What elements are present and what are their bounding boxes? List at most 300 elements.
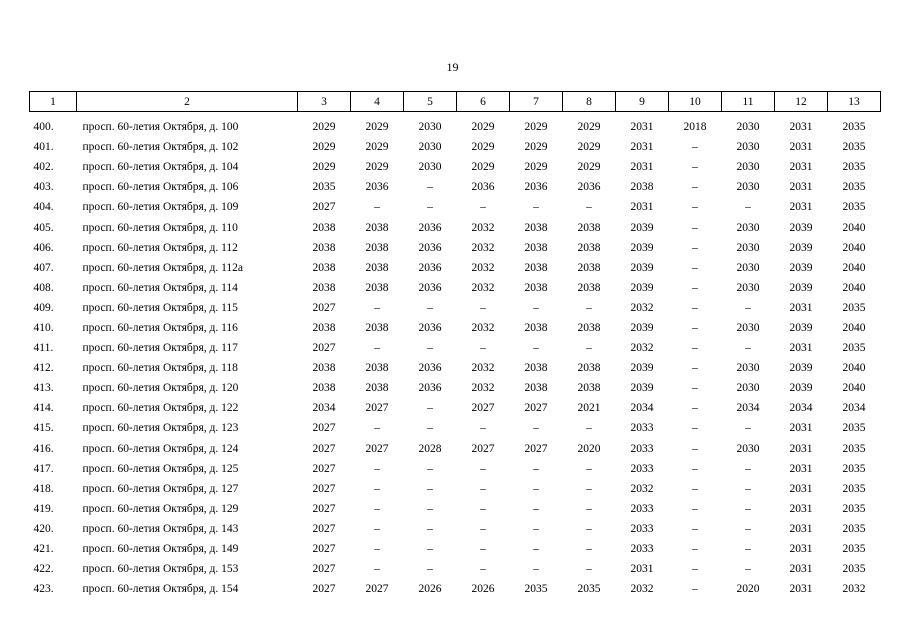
year-cell: 2029 [312,121,336,134]
address-cell: просп. 60-летия Октября, д. 117 [82,342,238,355]
table-row [30,499,881,519]
year-cell: – [427,201,433,214]
year-cell: 2038 [312,382,336,395]
year-cell: 2038 [524,221,548,234]
year-cell: 2039 [630,281,654,294]
year-cell: 2035 [842,301,866,314]
year-cell: 2033 [630,442,654,455]
year-cell: – [586,502,592,515]
row-number: 400. [33,121,54,134]
year-cell: – [374,563,380,576]
year-cell: 2030 [736,261,760,274]
year-cell: – [586,522,592,535]
year-cell: – [480,482,486,495]
year-cell: – [480,563,486,576]
year-cell: – [427,342,433,355]
column-header-9: 9 [616,92,669,112]
year-cell: 2035 [842,121,866,134]
year-cell: – [692,382,698,395]
year-cell: – [374,342,380,355]
address-cell: просп. 60-летия Октября, д. 109 [82,201,239,214]
address-cell: просп. 60-летия Октября, д. 143 [82,522,239,535]
year-cell: 2039 [789,321,813,334]
year-cell: – [745,422,751,435]
page-number: 19 [446,60,459,74]
year-cell: – [745,482,751,495]
year-cell: 2040 [842,281,866,294]
table-header [30,92,881,112]
table-row [30,137,881,157]
column-header-3: 3 [298,92,351,112]
year-cell: 2031 [789,563,813,576]
year-cell: – [480,502,486,515]
year-cell: 2032 [471,221,495,234]
table-row [30,258,881,278]
year-cell: 2027 [312,422,336,435]
year-cell: 2031 [789,201,813,214]
year-cell: 2031 [630,201,654,214]
year-cell: 2031 [789,301,813,314]
year-cell: – [533,563,539,576]
year-cell: 2034 [736,402,760,415]
year-cell: 2031 [630,161,654,174]
year-cell: 2035 [842,502,866,515]
year-cell: 2030 [736,181,760,194]
year-cell: 2039 [789,382,813,395]
column-header-7: 7 [510,92,563,112]
year-cell: 2026 [418,583,442,596]
address-cell: просп. 60-летия Октября, д. 153 [82,563,239,576]
year-cell: – [692,502,698,515]
year-cell: 2031 [789,442,813,455]
table-row [30,519,881,539]
table-row [30,398,881,418]
column-header-11: 11 [722,92,775,112]
row-number: 407. [33,261,54,274]
year-cell: 2031 [789,502,813,515]
year-cell: 2038 [312,241,336,254]
year-cell: – [692,241,698,254]
row-number: 420. [33,522,54,535]
year-cell: 2027 [471,402,495,415]
row-number: 411. [33,342,54,355]
year-cell: 2038 [365,382,389,395]
year-cell: – [586,201,592,214]
year-cell: 2030 [736,442,760,455]
year-cell: 2038 [577,382,601,395]
year-cell: 2031 [789,161,813,174]
row-number: 406. [33,241,54,254]
year-cell: 2033 [630,522,654,535]
year-cell: 2038 [524,362,548,375]
year-cell: – [427,563,433,576]
year-cell: 2038 [524,281,548,294]
table-row [30,318,881,338]
year-cell: 2032 [471,261,495,274]
year-cell: 2039 [630,221,654,234]
year-cell: 2038 [577,362,601,375]
table-row [30,197,881,217]
year-cell: 2038 [524,241,548,254]
table-body [30,112,881,600]
table-row [30,112,881,138]
year-cell: – [586,422,592,435]
year-cell: 2031 [789,181,813,194]
year-cell: – [480,422,486,435]
year-cell: – [427,502,433,515]
row-number: 422. [33,563,54,576]
year-cell: 2027 [312,301,336,314]
column-header-13: 13 [828,92,881,112]
year-cell: 2027 [312,482,336,495]
address-cell: просп. 60-летия Октября, д. 123 [82,422,239,435]
year-cell: 2031 [630,563,654,576]
year-cell: 2036 [577,181,601,194]
address-cell: просп. 60-летия Октября, д. 106 [82,181,239,194]
year-cell: 2040 [842,241,866,254]
column-header-5: 5 [404,92,457,112]
year-cell: 2021 [577,402,601,415]
year-cell: 2029 [524,141,548,154]
year-cell: 2033 [630,422,654,435]
year-cell: 2035 [842,563,866,576]
year-cell: – [586,342,592,355]
table-row [30,177,881,197]
year-cell: 2031 [789,482,813,495]
year-cell: – [745,462,751,475]
year-cell: – [480,301,486,314]
year-cell: 2031 [789,522,813,535]
table-row [30,278,881,298]
year-cell: 2038 [312,261,336,274]
address-cell: просп. 60-летия Октября, д. 110 [82,221,238,234]
year-cell: 2032 [471,241,495,254]
year-cell: – [427,422,433,435]
year-cell: 2038 [312,221,336,234]
year-cell: 2028 [418,442,442,455]
year-cell: – [374,502,380,515]
row-number: 403. [33,181,54,194]
year-cell: 2036 [418,261,442,274]
year-cell: – [533,502,539,515]
year-cell: 2030 [736,281,760,294]
year-cell: 2036 [418,221,442,234]
address-cell: просп. 60-летия Октября, д. 122 [82,402,239,415]
year-cell: 2040 [842,261,866,274]
year-cell: 2030 [736,382,760,395]
year-cell: 2031 [789,342,813,355]
year-cell: 2030 [736,241,760,254]
year-cell: 2027 [312,442,336,455]
year-cell: – [533,422,539,435]
address-cell: просп. 60-летия Октября, д. 124 [82,442,239,455]
year-cell: – [586,543,592,556]
year-cell: – [692,201,698,214]
year-cell: 2039 [789,241,813,254]
column-header-4: 4 [351,92,404,112]
table-row [30,298,881,318]
year-cell: – [745,522,751,535]
year-cell: 2031 [789,121,813,134]
year-cell: 2038 [630,181,654,194]
year-cell: – [374,482,380,495]
year-cell: 2033 [630,543,654,556]
year-cell: – [692,442,698,455]
year-cell: – [374,422,380,435]
table-row [30,217,881,237]
column-header-8: 8 [563,92,616,112]
year-cell: 2032 [842,583,866,596]
year-cell: 2027 [524,402,548,415]
year-cell: 2039 [630,241,654,254]
year-cell: – [692,141,698,154]
row-number: 417. [33,462,54,475]
year-cell: 2038 [524,261,548,274]
year-cell: 2038 [577,321,601,334]
year-cell: 2039 [630,362,654,375]
table-row [30,459,881,479]
year-cell: 2030 [736,141,760,154]
year-cell: 2036 [418,382,442,395]
year-cell: 2027 [312,201,336,214]
year-cell: 2038 [577,281,601,294]
address-cell: просп. 60-летия Октября, д. 149 [82,543,239,556]
year-cell: 2032 [471,321,495,334]
year-cell: 2032 [630,482,654,495]
year-cell: – [586,301,592,314]
column-header-2: 2 [77,92,298,112]
year-cell: 2035 [842,201,866,214]
year-cell: 2036 [524,181,548,194]
year-cell: 2029 [471,141,495,154]
year-cell: 2030 [736,161,760,174]
year-cell: 2027 [312,502,336,515]
year-cell: 2034 [842,402,866,415]
year-cell: – [533,201,539,214]
year-cell: 2038 [365,321,389,334]
year-cell: – [533,301,539,314]
column-header-12: 12 [775,92,828,112]
year-cell: 2038 [312,362,336,375]
address-cell: просп. 60-летия Октября, д. 120 [82,382,239,395]
year-cell: – [692,221,698,234]
table-row [30,418,881,438]
year-cell: 2027 [365,402,389,415]
table-row [30,157,881,177]
year-cell: 2038 [312,321,336,334]
row-number: 419. [33,502,54,515]
row-number: 402. [33,161,54,174]
year-cell: 2038 [312,281,336,294]
header-row [30,92,881,112]
year-cell: 2020 [736,583,760,596]
year-cell: 2026 [471,583,495,596]
table-row [30,579,881,599]
year-cell: 2038 [365,362,389,375]
year-cell: 2032 [630,583,654,596]
year-cell: 2038 [365,241,389,254]
year-cell: – [480,201,486,214]
year-cell: – [745,563,751,576]
year-cell: – [692,281,698,294]
year-cell: 2032 [471,382,495,395]
year-cell: 2029 [312,161,336,174]
year-cell: 2035 [842,342,866,355]
address-cell: просп. 60-летия Октября, д. 100 [82,121,239,134]
year-cell: 2029 [471,161,495,174]
row-number: 413. [33,382,54,395]
year-cell: 2040 [842,221,866,234]
row-number: 415. [33,422,54,435]
year-cell: – [427,543,433,556]
year-cell: – [480,543,486,556]
year-cell: 2030 [736,321,760,334]
year-cell: 2027 [365,442,389,455]
year-cell: – [745,342,751,355]
year-cell: – [427,402,433,415]
year-cell: 2035 [842,422,866,435]
table-row [30,539,881,559]
year-cell: 2027 [312,563,336,576]
year-cell: 2030 [736,221,760,234]
year-cell: – [692,402,698,415]
year-cell: 2030 [736,362,760,375]
year-cell: – [480,462,486,475]
year-cell: 2033 [630,462,654,475]
row-number: 414. [33,402,54,415]
year-cell: 2031 [789,583,813,596]
year-cell: 2038 [577,261,601,274]
year-cell: – [692,563,698,576]
year-cell: 2038 [365,221,389,234]
year-cell: 2029 [365,121,389,134]
year-cell: 2031 [789,141,813,154]
year-cell: – [374,543,380,556]
year-cell: 2034 [630,402,654,415]
year-cell: 2027 [471,442,495,455]
year-cell: 2029 [471,121,495,134]
year-cell: – [533,543,539,556]
address-cell: просп. 60-летия Октября, д. 104 [82,161,239,174]
year-cell: 2027 [524,442,548,455]
year-cell: 2039 [630,382,654,395]
year-cell: 2020 [577,442,601,455]
year-cell: 2027 [365,583,389,596]
table-row [30,238,881,258]
row-number: 408. [33,281,54,294]
row-number: 418. [33,482,54,495]
year-cell: – [374,522,380,535]
year-cell: 2038 [365,281,389,294]
year-cell: – [692,462,698,475]
row-number: 416. [33,442,54,455]
year-cell: – [745,201,751,214]
row-number: 404. [33,201,54,214]
year-cell: – [692,301,698,314]
year-cell: 2035 [842,141,866,154]
address-cell: просп. 60-летия Октября, д. 102 [82,141,239,154]
year-cell: 2035 [842,543,866,556]
year-cell: – [427,301,433,314]
table-row [30,378,881,398]
year-cell: 2029 [577,141,601,154]
year-cell: 2018 [683,121,707,134]
year-cell: 2029 [577,161,601,174]
year-cell: 2031 [789,422,813,435]
year-cell: – [692,181,698,194]
year-cell: 2029 [577,121,601,134]
year-cell: 2038 [577,241,601,254]
table-row [30,439,881,459]
year-cell: 2039 [789,362,813,375]
year-cell: 2036 [471,181,495,194]
year-cell: 2039 [789,261,813,274]
year-cell: 2038 [524,382,548,395]
year-cell: – [745,301,751,314]
year-cell: – [533,342,539,355]
column-header-10: 10 [669,92,722,112]
row-number: 409. [33,301,54,314]
year-cell: 2040 [842,321,866,334]
year-cell: 2036 [418,321,442,334]
year-cell: – [692,422,698,435]
year-cell: – [692,522,698,535]
year-cell: 2031 [630,141,654,154]
year-cell: – [745,543,751,556]
year-cell: 2035 [842,522,866,535]
year-cell: 2035 [524,583,548,596]
year-cell: – [374,462,380,475]
address-cell: просп. 60-летия Октября, д. 112 [82,241,238,254]
year-cell: 2029 [312,141,336,154]
address-cell: просп. 60-летия Октября, д. 114 [82,281,238,294]
year-cell: 2039 [630,321,654,334]
address-cell: просп. 60-летия Октября, д. 115 [82,301,238,314]
year-cell: 2027 [312,462,336,475]
year-cell: 2030 [418,141,442,154]
year-cell: 2035 [842,161,866,174]
year-cell: – [692,362,698,375]
row-number: 410. [33,321,54,334]
year-cell: 2035 [842,462,866,475]
row-number: 412. [33,362,54,375]
year-cell: 2029 [365,141,389,154]
year-cell: 2032 [630,342,654,355]
year-cell: 2040 [842,362,866,375]
address-cell: просп. 60-летия Октября, д. 154 [82,583,239,596]
year-cell: 2035 [842,442,866,455]
address-cell: просп. 60-летия Октября, д. 127 [82,482,239,495]
table-row [30,358,881,378]
year-cell: 2035 [577,583,601,596]
year-cell: – [586,462,592,475]
year-cell: – [533,482,539,495]
year-cell: – [745,502,751,515]
year-cell: 2036 [418,281,442,294]
address-cell: просп. 60-летия Октября, д. 112а [82,261,244,274]
year-cell: 2030 [736,121,760,134]
year-cell: – [692,583,698,596]
year-cell: 2036 [418,241,442,254]
year-cell: – [586,482,592,495]
year-cell: – [692,321,698,334]
year-cell: 2030 [418,121,442,134]
schedule-table [29,91,881,599]
year-cell: 2036 [418,362,442,375]
year-cell: – [374,201,380,214]
year-cell: 2040 [842,382,866,395]
year-cell: 2031 [789,462,813,475]
